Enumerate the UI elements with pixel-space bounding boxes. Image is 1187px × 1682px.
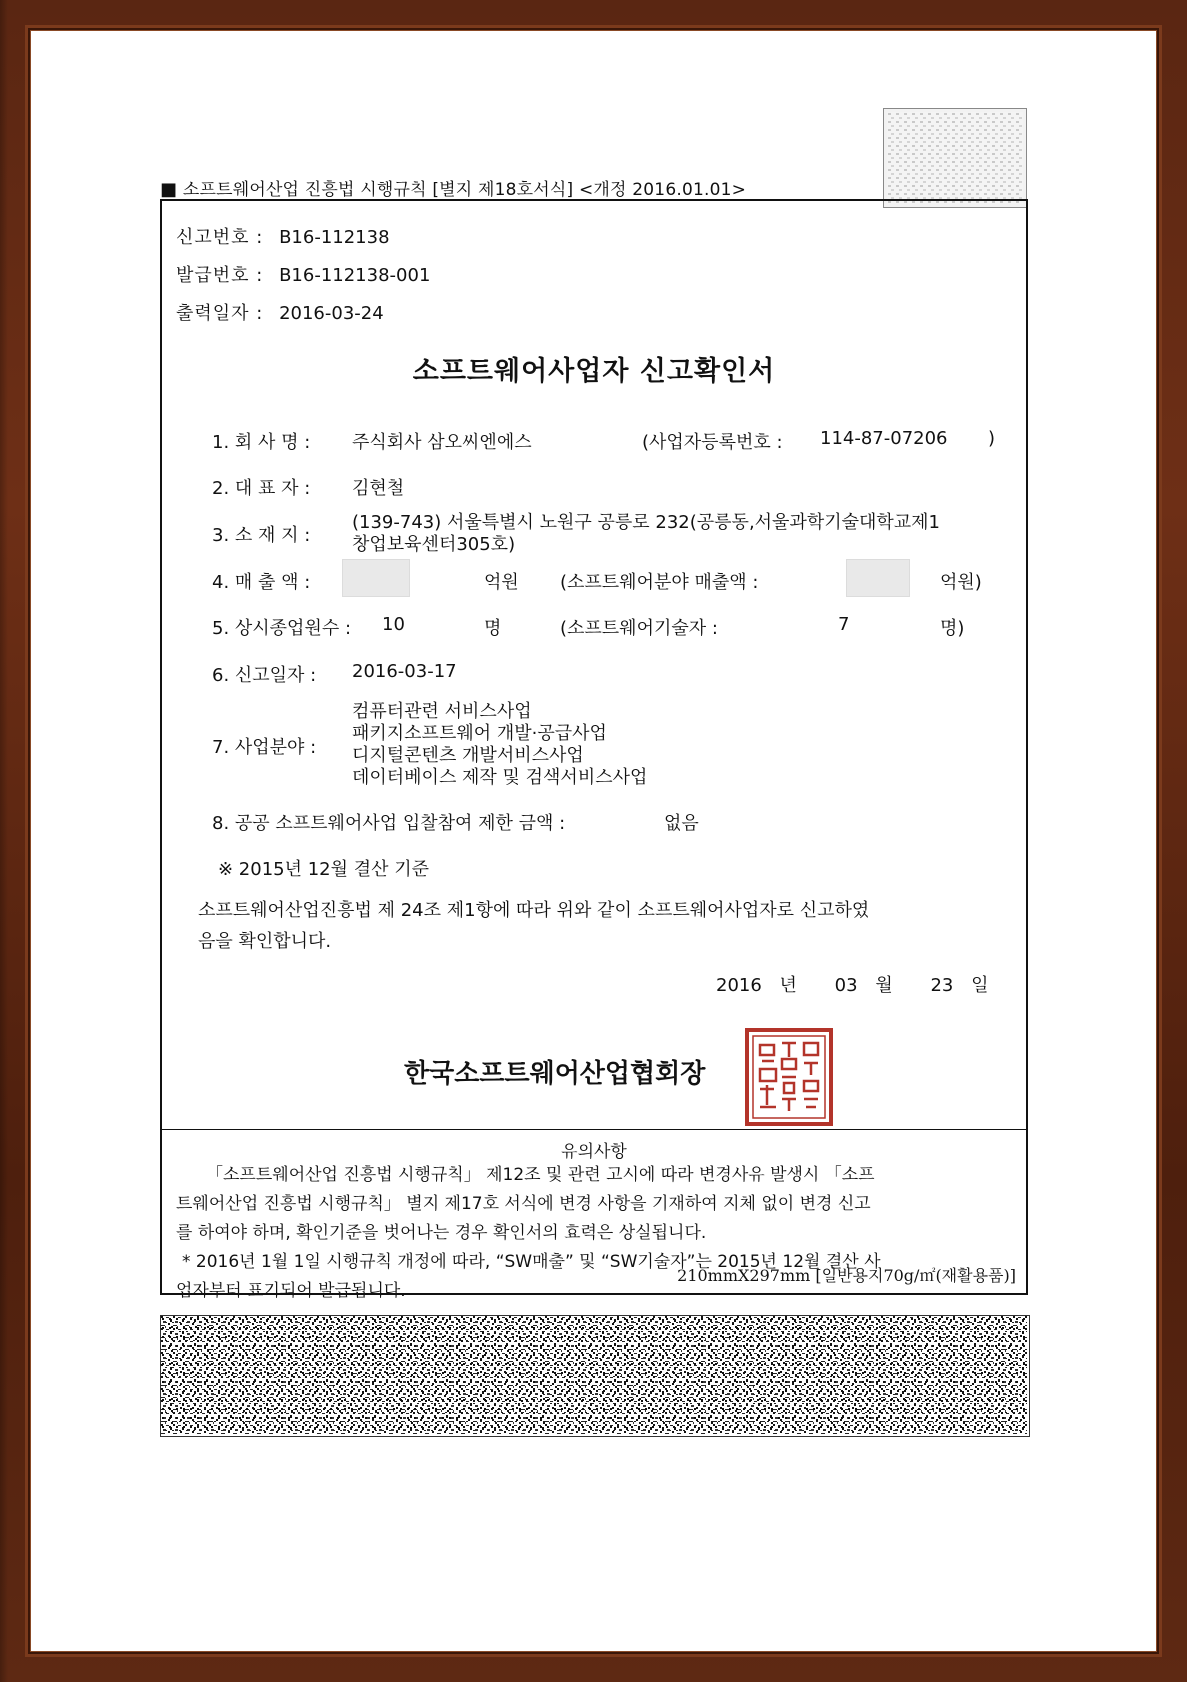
business-field-label: 7. 사업분야 : bbox=[212, 737, 317, 758]
document-page bbox=[28, 28, 1159, 1654]
statement-line1: 소프트웨어산업진흥법 제 24조 제1항에 따라 위와 같이 소프트웨어사업자로 신고하였 bbox=[198, 900, 870, 921]
anti-forgery-pattern bbox=[883, 108, 1027, 208]
issuer-name: 한국소프트웨어산업협회장 bbox=[404, 1059, 706, 1089]
business-field-item: 패키지소프트웨어 개발·공급사업 bbox=[352, 723, 607, 744]
security-noise-band bbox=[160, 1315, 1030, 1437]
report-date-label: 6. 신고일자 : bbox=[212, 665, 317, 686]
form-reference-text: 소프트웨어산업 진흥법 시행규칙 [별지 제18호서식] <개정 2016.01.01> bbox=[182, 180, 747, 200]
print-date: 출력일자 : 2016-03-24 bbox=[176, 303, 384, 324]
notice-line5: 업자부터 표기되어 발급됩니다. bbox=[176, 1281, 406, 1301]
notice-line1: 「소프트웨어산업 진흥법 시행규칙」 제12조 및 관련 고시에 따라 변경사유 발생시 「소프 bbox=[206, 1165, 875, 1185]
address-label: 3. 소 재 지 : bbox=[212, 525, 311, 546]
business-reg-close: ) bbox=[988, 428, 996, 449]
paper-spec: 210mmX297mm [일반용지70g/㎡(재활용품)] bbox=[677, 1266, 1016, 1285]
sw-sales-unit: 억원) bbox=[940, 572, 982, 593]
official-seal-icon bbox=[744, 1027, 834, 1127]
sw-engineers-label: (소프트웨어기술자 : bbox=[560, 618, 718, 639]
business-field-item: 디지털콘텐츠 개발서비스사업 bbox=[352, 745, 584, 766]
sw-sales-label: (소프트웨어분야 매출액 : bbox=[560, 572, 759, 593]
certificate-body bbox=[160, 199, 1028, 1301]
issue-number: 발급번호 : B16-112138-001 bbox=[176, 265, 431, 286]
issue-date: 2016 년 03 월 23 일 bbox=[716, 975, 989, 996]
statement-line2: 음을 확인합니다. bbox=[198, 931, 332, 952]
square-bullet-icon: ■ bbox=[160, 179, 178, 200]
bid-limit-value: 없음 bbox=[664, 813, 699, 834]
company-label: 1. 회 사 명 : bbox=[212, 432, 311, 453]
employees-label: 5. 상시종업원수 : bbox=[212, 618, 352, 639]
notice-line3: 를 하여야 하며, 확인기준을 벗어나는 경우 확인서의 효력은 상실됩니다. bbox=[176, 1223, 707, 1243]
sw-engineers-count: 7 bbox=[838, 614, 850, 635]
representative-name: 김현철 bbox=[352, 478, 405, 499]
business-field-item: 데이터베이스 제작 및 검색서비스사업 bbox=[352, 767, 648, 788]
report-date-value: 2016-03-17 bbox=[352, 661, 457, 682]
settlement-note: ※ 2015년 12월 결산 기준 bbox=[218, 859, 430, 880]
notice-line4: * 2016년 1월 1일 시행규칙 개정에 따라, “SW매출” 및 “SW기술자”는 2015년 12월 결산 사 bbox=[182, 1252, 881, 1272]
business-reg-label: (사업자등록번호 : bbox=[642, 432, 783, 453]
address-line1: (139-743) 서울특별시 노원구 공릉로 232(공릉동,서울과학기술대학교제1 bbox=[352, 512, 941, 533]
company-name: 주식회사 삼오씨엔에스 bbox=[352, 432, 532, 453]
sales-unit: 억원 bbox=[484, 572, 519, 593]
form-reference bbox=[160, 175, 746, 200]
report-number: 신고번호 : B16-112138 bbox=[176, 227, 390, 248]
employees-count: 10 bbox=[382, 614, 405, 635]
business-field-item: 컴퓨터관련 서비스사업 bbox=[352, 701, 532, 722]
notice-title: 유의사항 bbox=[561, 1142, 627, 1162]
address-line2: 창업보육센터305호) bbox=[352, 534, 516, 555]
redacted-sales bbox=[342, 559, 410, 597]
business-reg-number: 114-87-07206 bbox=[820, 428, 948, 449]
redacted-sw-sales bbox=[846, 559, 910, 597]
sales-label: 4. 매 출 액 : bbox=[212, 572, 311, 593]
employees-unit: 명 bbox=[484, 618, 502, 639]
bid-limit-label: 8. 공공 소프트웨어사업 입찰참여 제한 금액 : bbox=[212, 813, 566, 834]
notice-divider bbox=[162, 1129, 1026, 1130]
security-pattern-icon bbox=[887, 112, 1023, 204]
representative-label: 2. 대 표 자 : bbox=[212, 478, 311, 499]
noise-pattern-icon bbox=[161, 1316, 1027, 1434]
document-title: 소프트웨어사업자 신고확인서 bbox=[412, 356, 776, 387]
sw-engineers-unit: 명) bbox=[940, 618, 965, 639]
notice-line2: 트웨어산업 진흥법 시행규칙」 별지 제17호 서식에 변경 사항을 기재하여 지체 없이 변경 신고 bbox=[176, 1194, 871, 1214]
